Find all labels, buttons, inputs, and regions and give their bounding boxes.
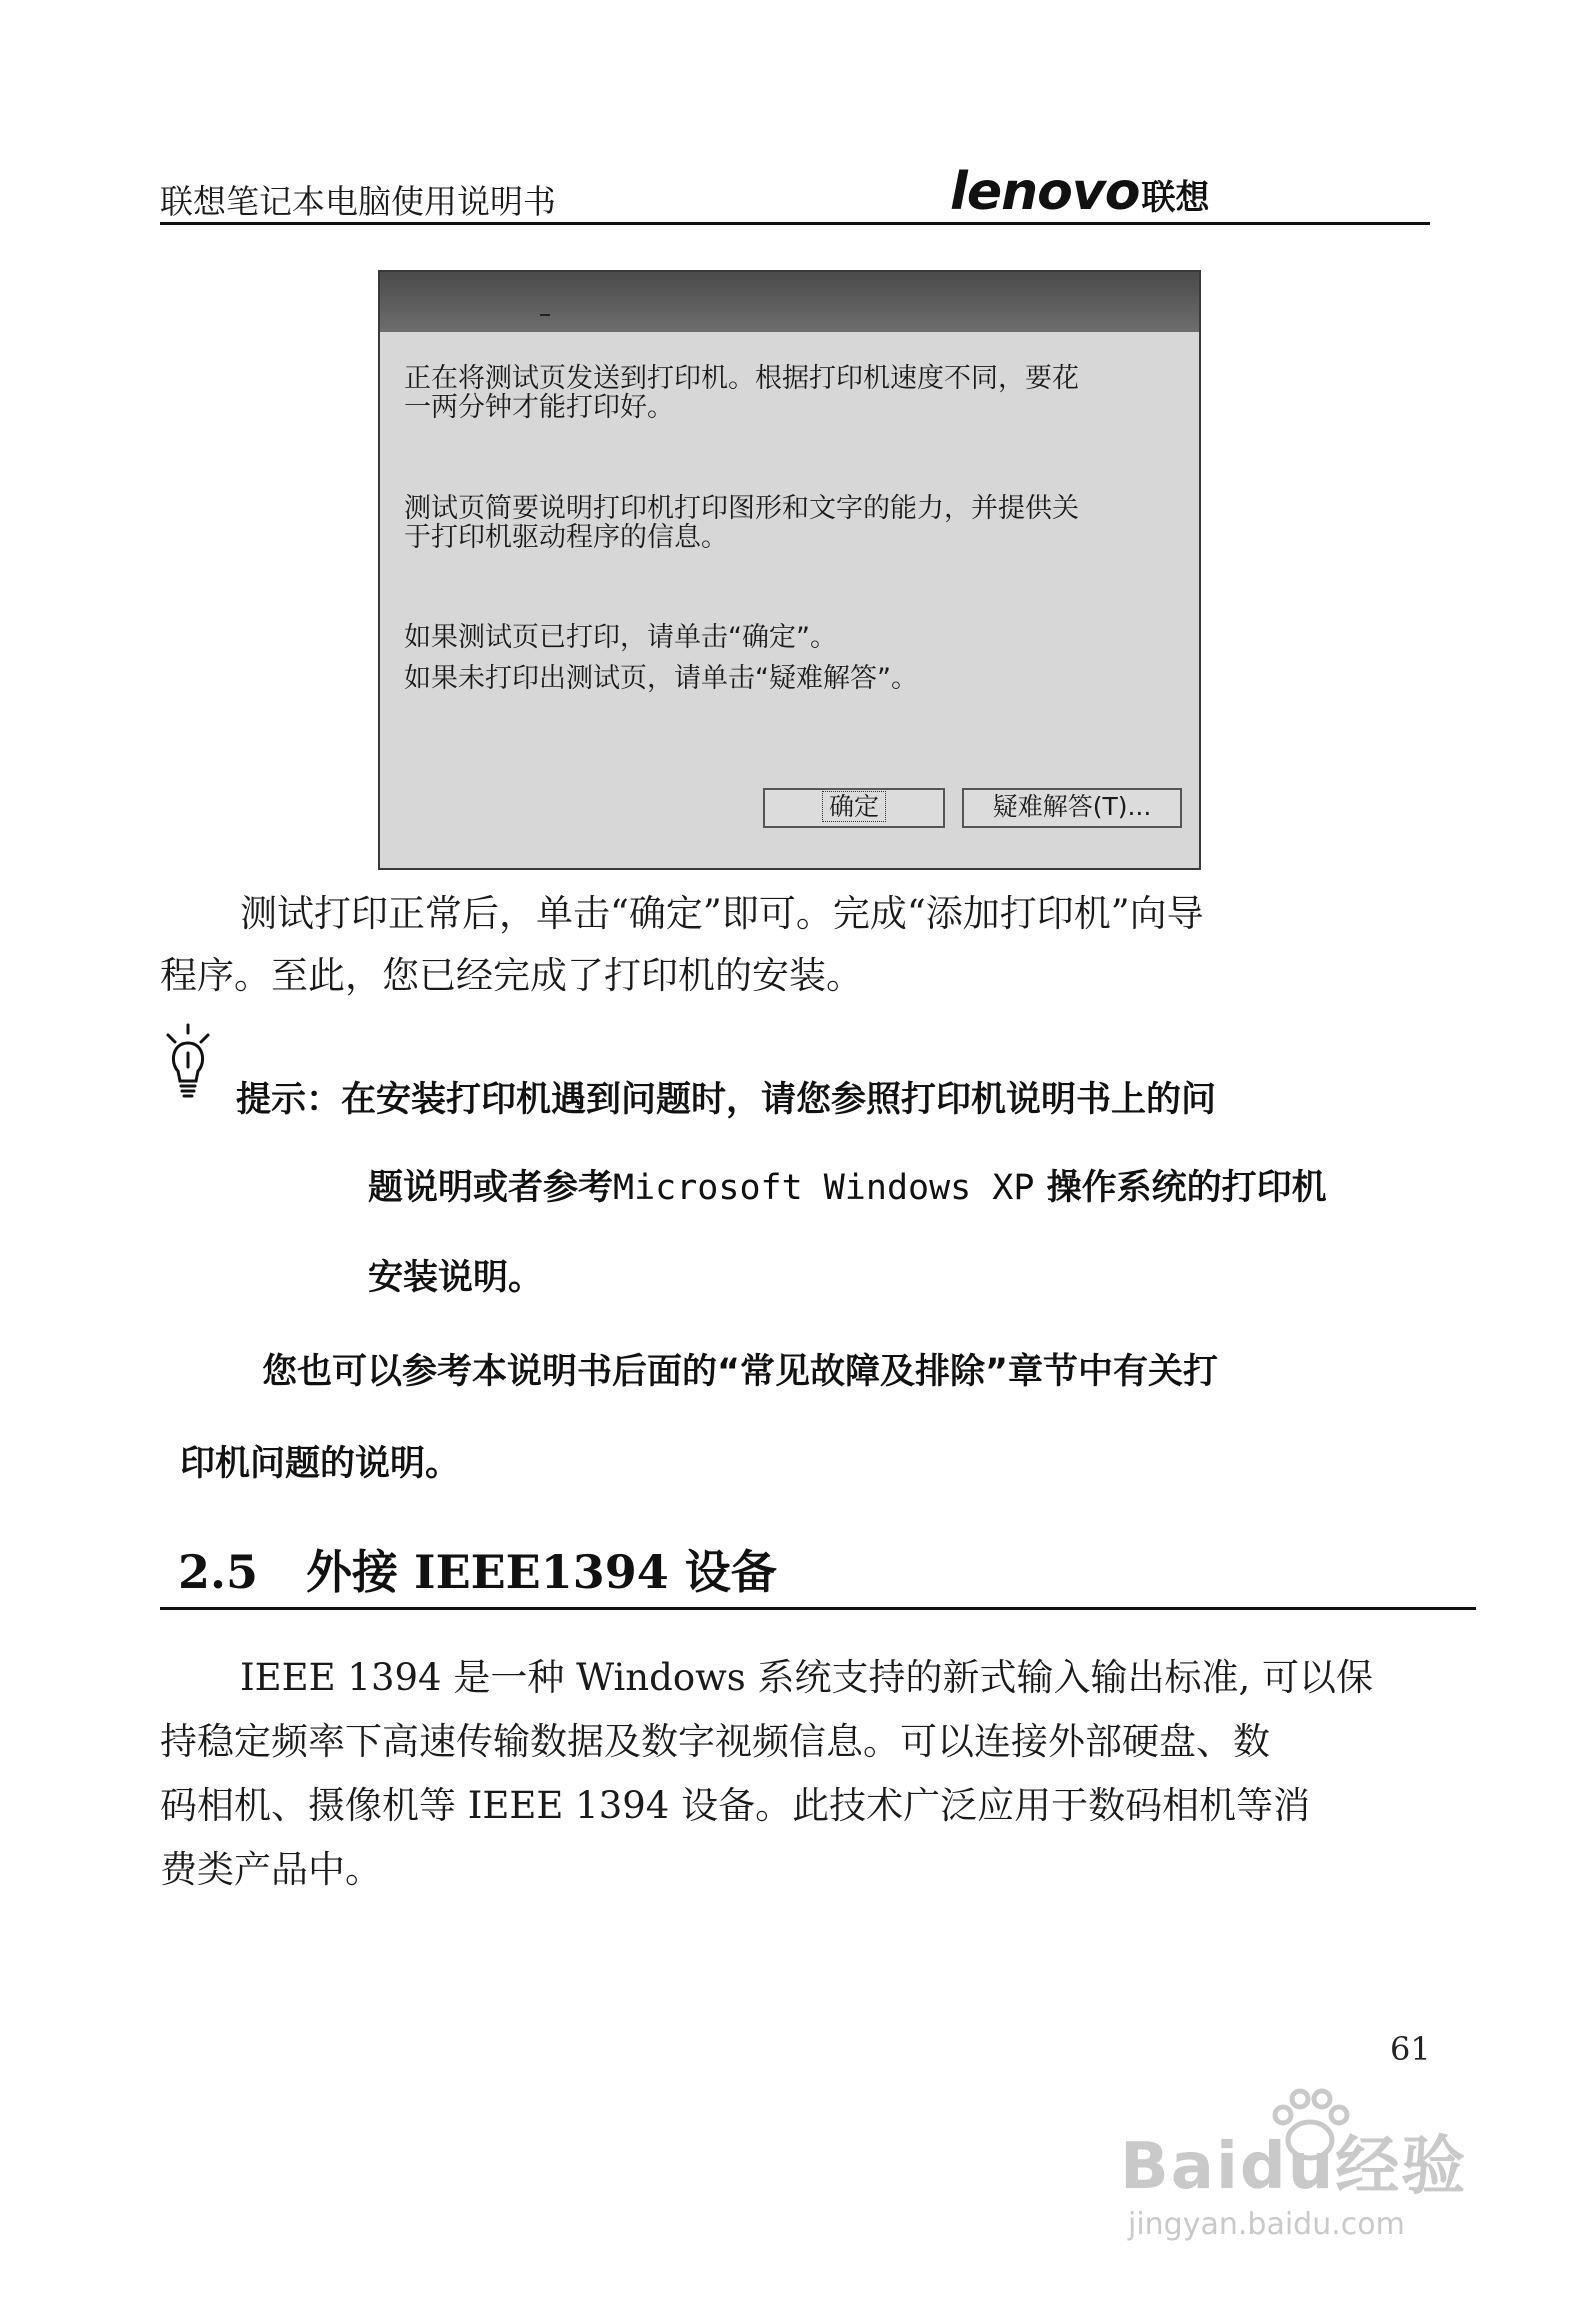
dialog-titlebar [380, 272, 1199, 332]
tip-line-3: 安装说明。 [368, 1258, 544, 1298]
body-paragraph-line: 测试打印正常后，单击“确定”即可。完成“添加打印机”向导 [240, 892, 1204, 935]
watermark-brand: Baidu经验 [1120, 2130, 1468, 2204]
logo-latin: lenovo [950, 162, 1140, 222]
section-rule [160, 1607, 1476, 1610]
tip2-line-2: 印机问题的说明。 [180, 1444, 461, 1484]
watermark-url: jingyan.baidu.com [1128, 2207, 1405, 2242]
lenovo-logo [950, 162, 1209, 222]
dialog-text-line: 于打印机驱动程序的信息。 [404, 522, 728, 553]
tip-text: 操作系统的打印机 [1046, 1168, 1327, 1208]
section-number: 2.5 [178, 1545, 259, 1599]
dialog-text-line: 如果测试页已打印，请单击“确定”。 [404, 622, 837, 653]
logo-cjk: 联想 [1141, 178, 1210, 218]
dialog-text-line: 一两分钟才能打印好。 [404, 392, 674, 423]
baidu-watermark [1120, 2115, 1468, 2242]
page-number: 61 [1390, 2030, 1431, 2068]
ok-button[interactable] [763, 788, 945, 828]
header-rule [160, 222, 1430, 225]
dialog-text-line: 测试页简要说明打印机打印图形和文字的能力，并提供关 [404, 493, 1079, 524]
tip-label: 提示： [236, 1080, 342, 1120]
header-title: 联想笔记本电脑使用说明书 [160, 182, 556, 221]
section-paragraph-line: 费类产品中。 [160, 1848, 382, 1891]
tip-line-1 [236, 1072, 1216, 1122]
tip-text: 在安装打印机遇到问题时，请您参照打印机说明书上的问 [341, 1080, 1217, 1120]
section-paragraph-line: 持稳定频率下高速传输数据及数字视频信息。可以连接外部硬盘、数 [160, 1720, 1270, 1763]
dialog-text-line: 正在将测试页发送到打印机。根据打印机速度不同，要花 [404, 363, 1079, 394]
ok-button-label: 确定 [823, 792, 885, 821]
print-test-dialog [378, 270, 1201, 870]
paw-icon [1265, 2085, 1355, 2165]
tip-line-2 [368, 1160, 1327, 1210]
lightbulb-icon [158, 1015, 230, 1105]
tip-text: 题说明或者参考 [368, 1168, 614, 1208]
section-heading [178, 1536, 777, 1602]
troubleshoot-button[interactable]: 疑难解答(T)... [962, 788, 1182, 828]
tip2-line-1: 您也可以参考本说明书后面的“常见故障及排除”章节中有关打 [262, 1352, 1219, 1392]
section-paragraph-line: 码相机、摄像机等 IEEE 1394 设备。此技术广泛应用于数码相机等消 [160, 1784, 1311, 1827]
section-title: 外接 IEEE1394 设备 [306, 1545, 777, 1599]
body-paragraph-line: 程序。至此，您已经完成了打印机的安装。 [160, 954, 863, 997]
section-paragraph-line: IEEE 1394 是一种 Windows 系统支持的新式输入输出标准, 可以保 [240, 1656, 1374, 1699]
tip-text-latin: Microsoft Windows XP [613, 1168, 1035, 1208]
dialog-text-line: 如果未打印出测试页，请单击“疑难解答”。 [404, 663, 918, 694]
